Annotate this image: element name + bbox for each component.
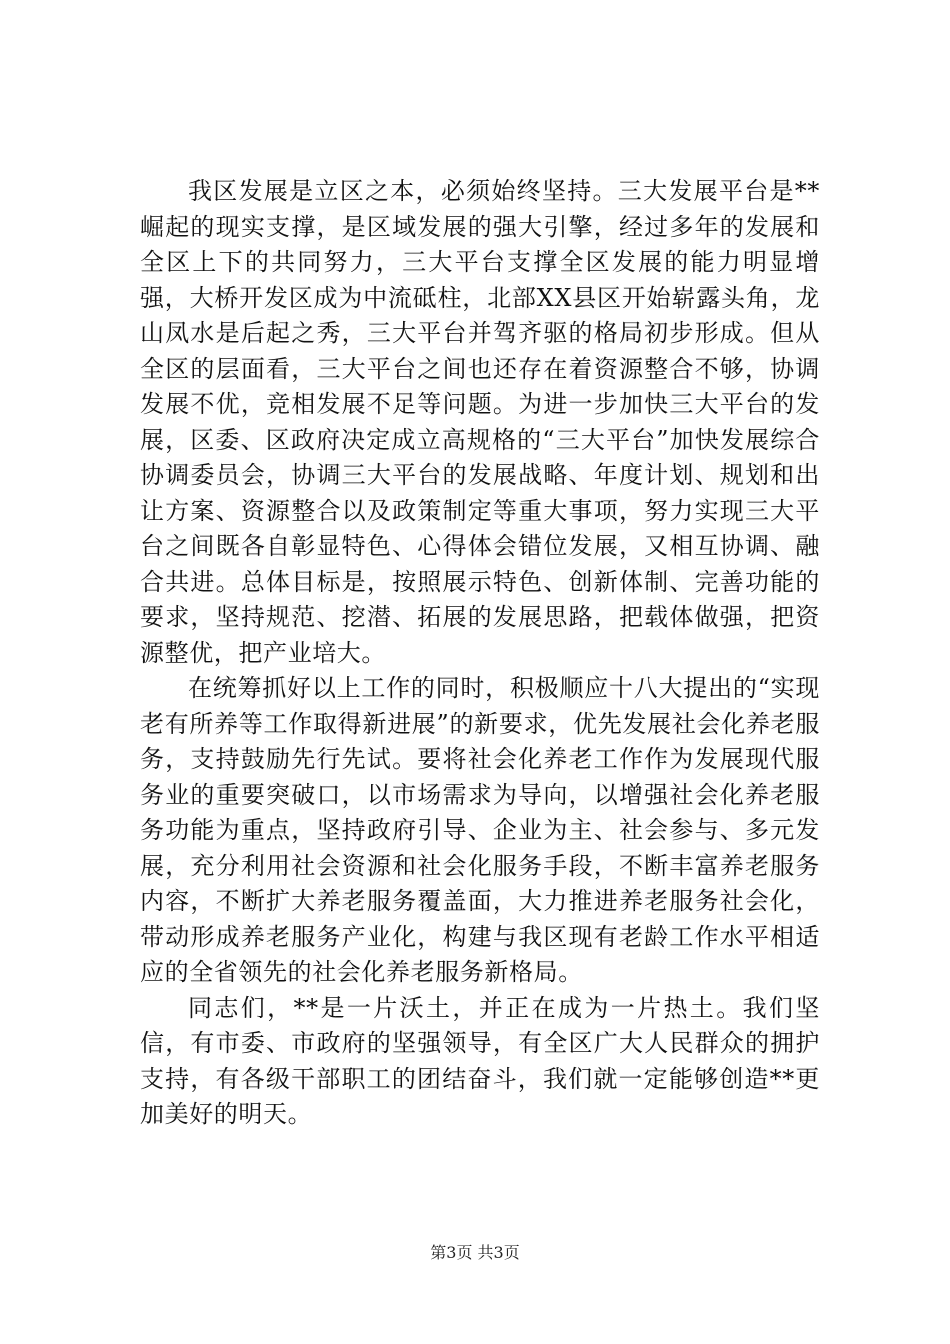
paragraph-platforms: 我区发展是立区之本，必须始终坚持。三大发展平台是**崛起的现实支撑，是区域发展的强大引擎，经过多年的发展和全区上下的共同努力，三大平台支撑全区发展的能力明显增强，大桥开发区成为中流砥柱，北部XX县区开始崭露头角，龙山凤水是后起之秀，三大平台并驾齐驱的格局初步形成。但从全区的层面看，三大平台之间也还存在着资源整合不够，协调发展不优，竞相发展不足等问题。为进一步加快三大平台的发展，区委、区政府决定成立高规格的“三大平台”加快发展综合协调委员会，协调三大平台的发展战略、年度计划、规划和出让方案、资源整合以及政策制定等重大事项，努力实现三大平台之间既各自彰显特色、心得体会错位发展，又相互协调、融合共进。总体目标是，按照展示特色、创新体制、完善功能的要求，坚持规范、挖潜、拓展的发展思路，把载体做强，把资源整优，把产业培大。 [140, 177, 820, 667]
page-footer [0, 1243, 950, 1263]
paragraph-closing: 同志们，**是一片沃土，并正在成为一片热土。我们坚信，有市委、市政府的坚强领导，有全区广大人民群众的拥护支持，有各级干部职工的团结奋斗，我们就一定能够创造**更加美好的明天。 [140, 993, 820, 1128]
paragraph-elderly-care: 在统筹抓好以上工作的同时，积极顺应十八大提出的“实现老有所养等工作取得新进展”的新要求，优先发展社会化养老服务，支持鼓励先行先试。要将社会化养老工作作为发展现代服务业的重要突破口，以市场需求为导向，以增强社会化养老服务功能为重点，坚持政府引导、企业为主、社会参与、多元发展，充分利用社会资源和社会化服务手段，不断丰富养老服务内容，不断扩大养老服务覆盖面，大力推进养老服务社会化，带动形成养老服务产业化，构建与我区现有老龄工作水平相适应的全省领先的社会化养老服务新格局。 [140, 674, 820, 986]
document-body [140, 174, 820, 1133]
page-number: 第3页 共3页 [430, 1243, 520, 1262]
